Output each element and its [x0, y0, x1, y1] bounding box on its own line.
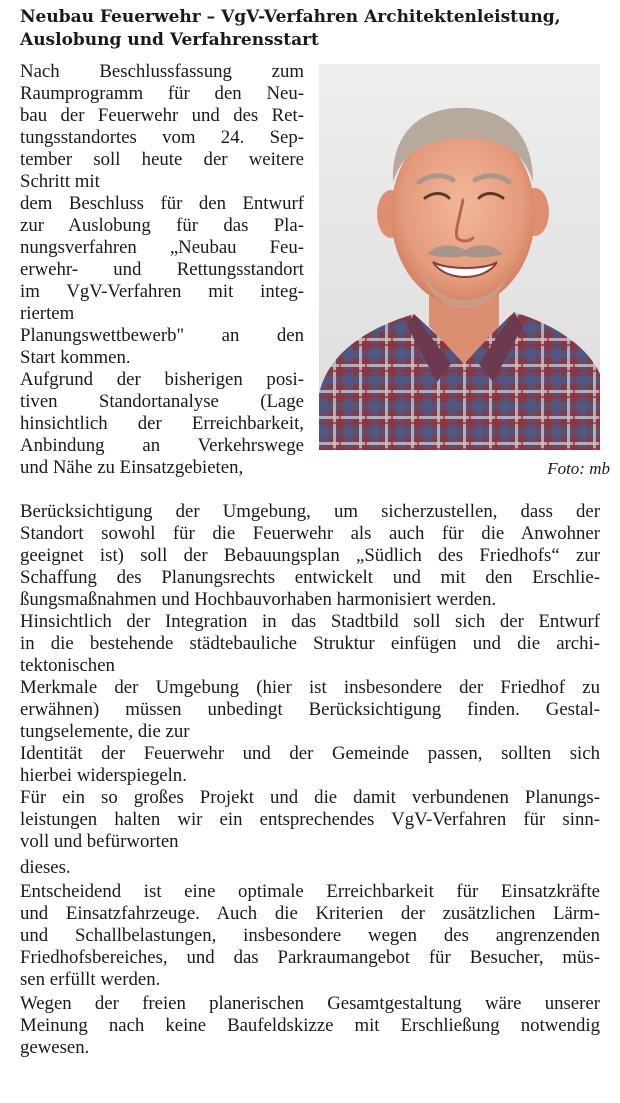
- body-line: Start kommen.: [20, 347, 131, 368]
- body-line: Raumprogramm für den Neu-: [20, 83, 304, 104]
- body-line: nungsverfahren „Neubau Feu-: [20, 237, 304, 258]
- body-line: Standort sowohl für die Feuerwehr als auch für die Anwohner: [20, 523, 600, 544]
- body-line: tungselemente, die zur: [20, 721, 190, 742]
- body-line: Berücksichtigung der Umgebung, um sicherzustellen, dass der: [20, 501, 600, 522]
- body-line: zur Auslobung für das Pla-: [20, 215, 304, 236]
- body-line: Entscheidend ist eine optimale Erreichbarkeit für Einsatzkräfte: [20, 881, 600, 902]
- body-line: Planungswettbewerb" an den: [20, 325, 304, 346]
- body-line: riertem: [20, 303, 75, 324]
- body-line: sen erfüllt werden.: [20, 969, 161, 990]
- body-line: Schritt mit: [20, 171, 100, 192]
- body-line: dieses.: [20, 857, 71, 878]
- headline-line-2: Auslobung und Verfahrensstart: [20, 30, 319, 50]
- body-line: tektonischen: [20, 655, 115, 676]
- body-line: geeignet ist) soll der Bebauungsplan „Südlich des Friedhofs“ zur: [20, 545, 600, 566]
- article-headline: [20, 6, 610, 52]
- body-line: Aufgrund der bisherigen posi-: [20, 369, 304, 390]
- body-line: Wegen der freien planerischen Gesamtgestaltung wäre unserer: [20, 993, 600, 1014]
- body-line: und Nähe zu Einsatzgebieten,: [20, 457, 244, 478]
- body-line: leistungen halten wir ein entsprechendes VgV-Verfahren für sinn-: [20, 809, 600, 830]
- body-line: erwehr- und Rettungsstandort: [20, 259, 304, 280]
- body-line: Identität der Feuerwehr und der Gemeinde passen, sollten sich: [20, 743, 600, 764]
- body-line: voll und befürworten: [20, 831, 179, 852]
- body-line: bau der Feuerwehr und des Ret-: [20, 105, 304, 126]
- body-line: Schaffung des Planungsrechts entwickelt und mit den Erschlie-: [20, 567, 600, 588]
- headline-line-1: Neubau Feuerwehr – VgV-Verfahren Architektenleistung,: [20, 7, 561, 27]
- body-line: und Einsatzfahrzeuge. Auch die Kriterien der zusätzlichen Lärm-: [20, 903, 600, 924]
- body-line: im VgV-Verfahren mit integ-: [20, 281, 304, 302]
- body-line: erwähnen) müssen unbedingt Berücksichtigung finden. Gestal-: [20, 699, 600, 720]
- body-line: Merkmale der Umgebung (hier ist insbesondere der Friedhof zu: [20, 677, 600, 698]
- body-line: tungsstandortes vom 24. Sep-: [20, 127, 304, 148]
- body-line: ßungsmaßnahmen und Hochbauvorhaben harmonisiert werden.: [20, 589, 497, 610]
- portrait-illustration: [319, 64, 600, 450]
- body-line: Hinsichtlich der Integration in das Stadtbild soll sich der Entwurf: [20, 611, 600, 632]
- body-line: und Schallbelastungen, insbesondere wegen des angrenzenden: [20, 925, 600, 946]
- photo-credit: Foto: mb: [547, 459, 610, 478]
- body-line: dem Beschluss für den Entwurf: [20, 193, 304, 214]
- body-line: Nach Beschlussfassung zum: [20, 61, 304, 82]
- body-line: Meinung nach keine Baufeldskizze mit Erschließung notwendig: [20, 1015, 600, 1036]
- body-line: Anbindung an Verkehrswege: [20, 435, 304, 456]
- body-line: tiven Standortanalyse (Lage: [20, 391, 304, 412]
- body-line: in die bestehende städtebauliche Struktur einfügen und die archi-: [20, 633, 600, 654]
- body-line: hinsichtlich der Erreichbarkeit,: [20, 413, 304, 434]
- body-line: Für ein so großes Projekt und die damit verbundenen Planungs-: [20, 787, 600, 808]
- body-line: gewesen.: [20, 1037, 90, 1058]
- portrait-photo: [319, 64, 600, 450]
- body-line: tember soll heute der weitere: [20, 149, 304, 170]
- body-line: Friedhofsbereiches, und das Parkraumangebot für Besucher, müs-: [20, 947, 600, 968]
- body-line: hierbei widerspiegeln.: [20, 765, 187, 786]
